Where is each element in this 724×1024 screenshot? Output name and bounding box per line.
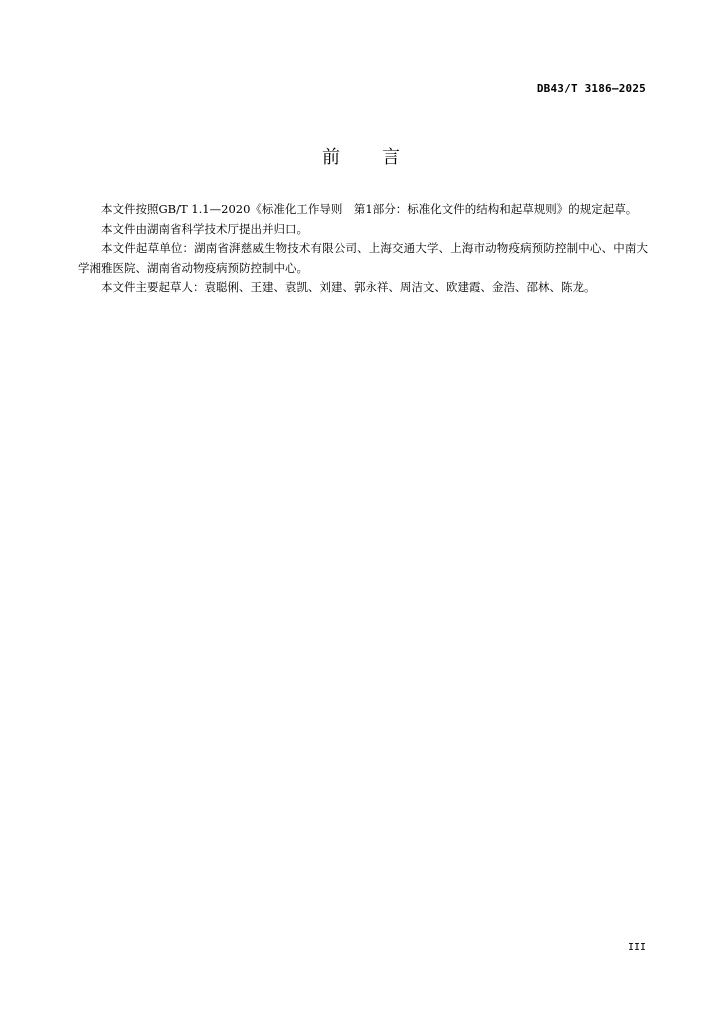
page-number: III: [627, 942, 646, 953]
paragraph-drafting-units: 本文件起草单位：湖南省湃慈威生物技术有限公司、上海交通大学、上海市动物疫病预防控制中心、中南大学湘雅医院、湖南省动物疫病预防控制中心。: [78, 241, 648, 275]
standard-code: DB43/T 3186—2025: [536, 82, 646, 95]
paragraph-proposer: 本文件由湖南省科学技术厅提出并归口。: [101, 221, 308, 236]
document-body: [78, 200, 648, 298]
paragraph-drafting-rules: 本文件按照GB/T 1.1—2020《标准化工作导则 第1部分：标准化文件的结构和起草规则》的规定起草。: [101, 202, 638, 216]
page-title: 前 言: [322, 147, 402, 168]
paragraph-drafters: 本文件主要起草人：袁聪俐、王建、袁凯、刘建、郭永祥、周洁文、欧建霞、金浩、邵林、陈龙。: [101, 280, 596, 294]
